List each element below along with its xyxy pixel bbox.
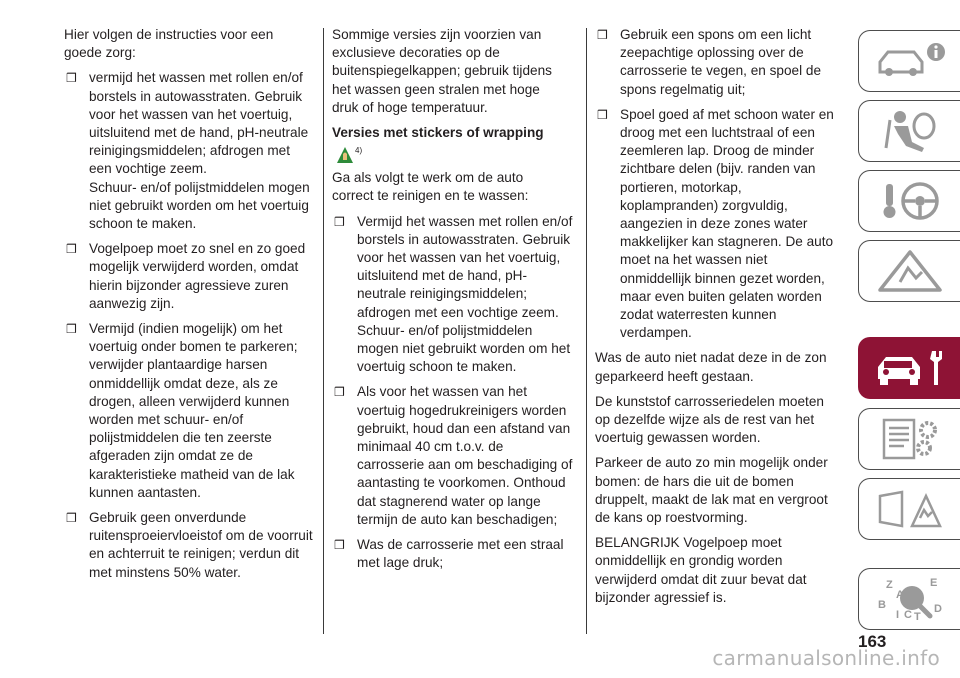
list-item-text: Als voor het wassen van het voertuig hogedrukreinigers worden gebruikt, houd dan een afstand van minimaal 40 cm t.o.v. de carrosserie aan om beschadiging of aantasting te voorkomen. Onthoud dat stagnerend water op lange termijn de auto kan beschadigen;: [357, 384, 573, 527]
index-letter-c: C: [903, 609, 912, 621]
index-letter-t: T: [913, 611, 921, 622]
multimedia-icon: [872, 486, 948, 532]
car-maintenance-wrench-icon: [872, 345, 948, 391]
column-divider: [323, 28, 324, 634]
index-letter-e: E: [929, 577, 937, 589]
tab-alphabetical-index[interactable]: [858, 568, 960, 630]
tab-car-info[interactable]: [858, 30, 960, 92]
checkbox-bullet-icon: ❒: [66, 511, 77, 526]
list-item-text: Was de carrosserie met een straal met lage druk;: [357, 537, 564, 571]
list-item: [64, 509, 318, 582]
checkbox-bullet-icon: ❒: [66, 322, 77, 337]
paragraph: De kunststof carrosseriedelen moeten op dezelfde wijze als de rest van het voertuig gewassen worden.: [595, 393, 824, 446]
steering-wheel-key-icon: [872, 178, 948, 224]
intro-paragraph: Hier volgen de instructies voor een goede zorg:: [64, 27, 274, 61]
checkbox-bullet-icon: ❒: [334, 214, 345, 229]
lead-paragraph: Ga als volgt te werk om de auto correct te reinigen en te wassen:: [332, 170, 529, 204]
list-item: [64, 69, 318, 233]
column-divider: [586, 28, 587, 634]
list-item: [332, 383, 580, 529]
list-item-text: vermijd het wassen met rollen en/of borstels in autowasstraten. Gebruik voor het wassen van het voertuig, uitsluitend met de hand, pH-neutrale reinigingsmiddelen; afdrogen met een vochtige zeem. Schuur- en/of polijstmiddelen mogen niet gebruikt worden om het voertuig schoon te maken.: [89, 70, 310, 232]
checkbox-bullet-icon: ❒: [597, 28, 608, 42]
checkbox-bullet-icon: ❒: [334, 538, 345, 553]
list-item-text: Vogelpoep moet zo snel en zo goed mogelijk verwijderd worden, omdat hierin bijzonder agressieve zuren aanwezig zijn.: [89, 241, 306, 311]
page-number: 163: [858, 632, 887, 651]
list-item-text: Gebruik geen onverdunde ruitensproeiervloeistof om de voorruit en achterruit te reinigen; verdun dit met minstens 50% water.: [89, 510, 313, 580]
list-item: [64, 320, 318, 502]
list-item: [332, 536, 580, 572]
checkbox-bullet-icon: ❒: [334, 385, 345, 400]
tab-maintenance[interactable]: [858, 337, 960, 399]
index-letter-z: Z: [885, 579, 893, 591]
list-item-text: Spoel goed af met schoon water en droog met een luchtstraal of een zeemleren lap. Droog de minder zichtbare delen (bijv. randen van portieren, motorkap, koplampranden) zorgvuldig, aangezien in deze zones water makkelijker kan stagneren. De auto moet na het wassen niet onmiddellijk binnen gezet worden, maar even buiten gelaten worden zodat waterresten kunnen verdampen.: [620, 106, 834, 341]
tab-multimedia[interactable]: [858, 478, 960, 540]
index-letter-b: B: [877, 599, 886, 611]
tab-technical-data[interactable]: [858, 408, 960, 470]
alphabetical-index-icon: [872, 576, 948, 622]
list-item-text: Gebruik een spons om een licht zeepachtige oplossing over de carrosserie te vegen, en spoel de spons regelmatig uit;: [620, 27, 822, 97]
list-item: [595, 26, 843, 99]
car-info-icon: [872, 38, 948, 84]
index-letter-a: A: [895, 589, 904, 601]
checkbox-bullet-icon: ❒: [597, 107, 608, 122]
text-column-2: [332, 26, 580, 579]
paragraph: BELANGRIJK Vogelpoep moet onmiddellijk en grondig worden verwijderd omdat dit zuur bevat dat bijzonder agressief is.: [595, 535, 807, 605]
warning-reference[interactable]: [336, 142, 580, 164]
checkbox-bullet-icon: ❒: [66, 242, 77, 257]
tab-starting-driving[interactable]: [858, 170, 960, 232]
technical-data-gears-icon: [872, 416, 948, 462]
warning-triangle-icon: [872, 248, 948, 294]
warning-hand-icon: [336, 146, 354, 164]
airbag-passenger-icon: [872, 108, 948, 154]
list-item: [595, 106, 843, 343]
checkbox-bullet-icon: ❒: [66, 71, 77, 86]
text-column-1: [64, 26, 318, 589]
list-item-text: Vermijd het wassen met rollen en/of borstels in autowasstraten. Gebruik voor het wassen van het voertuig, uitsluitend met de hand, pH- neutrale reinigingsmiddelen; afdrogen met een vochtige zeem. Schuur- en/of polijstmiddelen mogen niet gebruikt worden om het voertuig schoon te maken.: [357, 213, 573, 375]
text-column-3: [595, 26, 843, 614]
index-letter-i: I: [895, 609, 899, 621]
intro-paragraph: Sommige versies zijn voorzien van exclusieve decoraties op de buitenspiegelkappen; gebruik tijdens het wassen geen stralen met hoge druk of hoge temperatuur.: [332, 27, 552, 115]
tab-safety[interactable]: [858, 100, 960, 162]
list-item: [332, 213, 580, 377]
index-letter-d: D: [933, 603, 942, 615]
paragraph: Parkeer de auto zo min mogelijk onder bomen: de hars die uit de bomen druppelt, maakt de lak mat en vergroot de kans op roestvorming.: [595, 455, 828, 526]
paragraph: Was de auto niet nadat deze in de zon geparkeerd heeft gestaan.: [595, 350, 827, 384]
footer-watermark: carmanualsonline.info: [712, 646, 940, 670]
tab-emergency[interactable]: [858, 240, 960, 302]
warning-note-number: 4): [355, 146, 363, 156]
list-item-text: Vermijd (indien mogelijk) om het voertuig onder bomen te parkeren; verwijder plantaardige harsen onmiddellijk omdat deze, als ze drogen, alleen verwijderd kunnen worden met schuur- en/of polijstmiddelen die ten zeerste afgeraden zijn omdat ze de karakteristieke matheid van de lak kunnen aantasten.: [89, 321, 298, 500]
list-item: [64, 240, 318, 313]
section-heading: Versies met stickers of wrapping: [332, 125, 544, 141]
